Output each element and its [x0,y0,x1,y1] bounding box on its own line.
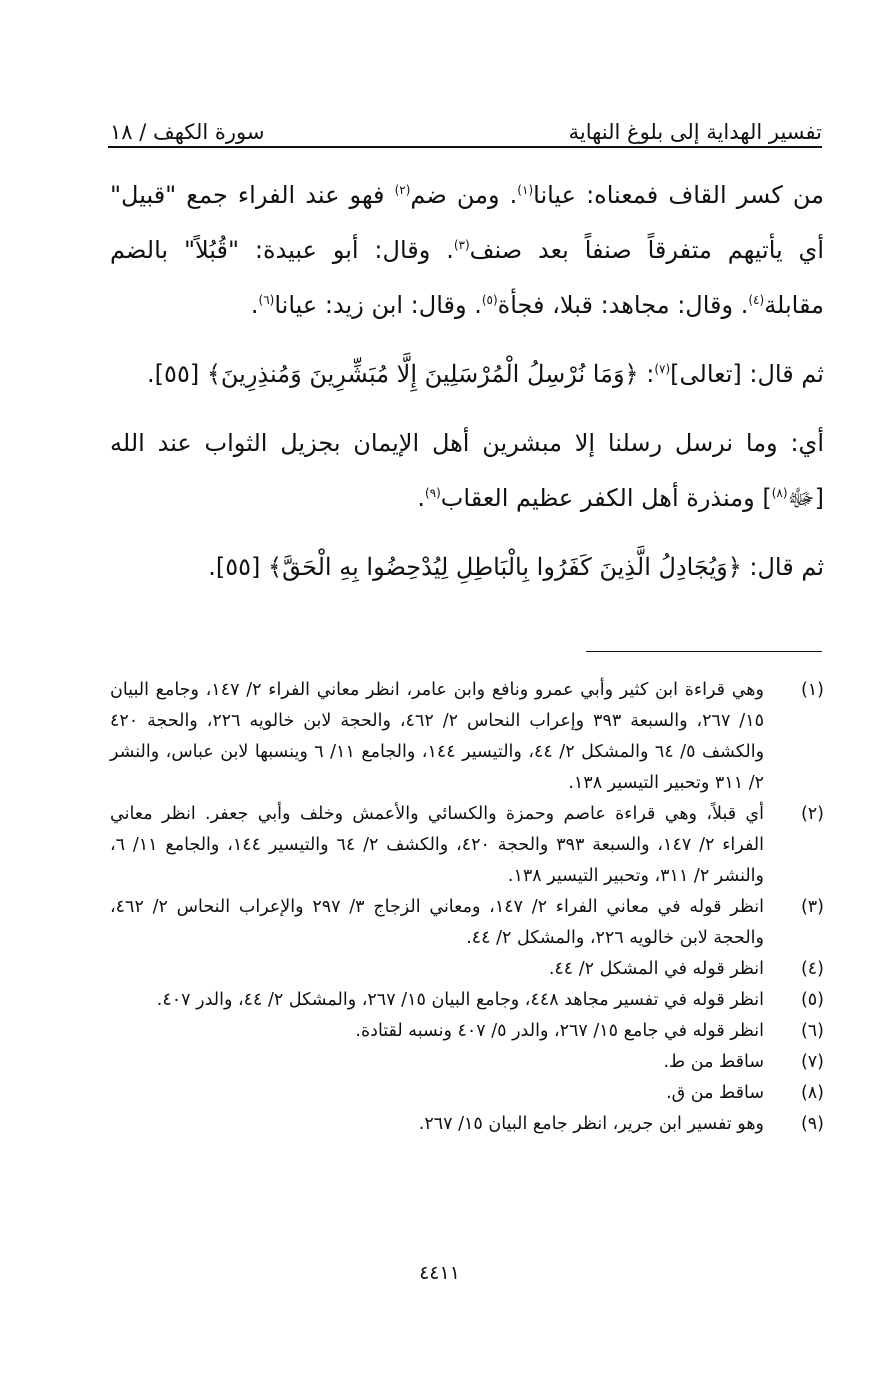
footnote-ref-8[interactable]: (٨) [771,486,788,500]
footnote-number: (٥) [800,990,824,1010]
footnote-item [110,799,824,892]
footnote-number: (٤) [800,959,824,979]
footnote-item [110,1109,824,1140]
footnote-text: انظر قوله في معاني الفراء ٢/ ١٤٧، ومعاني الزجاج ٣/ ٢٩٧ والإعراب النحاس ٢/ ٤٦٢، والحجة لابن خالويه ٢٢٦، والمشكل ٢/ ٤٤. [110,897,764,948]
footnote-item [110,675,824,799]
footnote-item [110,1047,824,1078]
footnote-text: وهي قراءة ابن كثير وأبي عمرو ونافع وابن عامر، انظر معاني الفراء ٢/ ١٤٧، وجامع البيان ١٥/ ٢٦٧، والسبعة ٣٩٣ وإعراب النحاس ٢/ ٤٦٢، والحجة لابن خالويه ٢٢٦، والحجة ٤٢٠ والكشف ٥/ ٦٤ والمشكل ٢/ ٤٤، والتيسير ١٤٤، والجامع ١١/ ٦ وينسبها لابن عباس، والنشر ٢/ ٣١١ وتحبير التيسير ١٣٨. [110,680,765,793]
book-title: تفسير الهداية إلى بلوغ النهاية [568,120,822,144]
footnote-ref-4[interactable]: (٤) [748,293,765,307]
footnotes [110,675,824,1140]
footnote-number: (٨) [800,1083,824,1103]
paragraph-1: من كسر القاف فمعناه: عيانا$^{(١)}$. ومن ضم$^{(٢)}$ فهو عند الفراء جمع "قبيل" أي يأتيهم متفرقاً صنفاً بعد صنف$^{(٣)}$. وقال: أبو عبيدة: "قُبُلاً" بالضم مقابلة$^{(٤)}$. وقال: مجاهد: قبلا، فجأة$^{(٥)}$. وقال: ابن زيد: عيانا$^{(٦)}$. [110,181,825,319]
verse-line-2: ثم قال: ﴿وَيُجَادِلُ الَّذِينَ كَفَرُوا بِالْبَاطِلِ لِيُدْحِضُوا بِهِ الْحَقَّ﴾ [٥٥]. [208,553,824,581]
footnote-item [110,954,824,985]
footnote-ref-3[interactable]: (٣) [453,238,470,252]
footnote-ref-7[interactable]: (٧) [654,362,671,376]
footnote-item [110,892,824,954]
main-text [110,168,824,609]
footnote-text: ساقط من ق. [666,1083,764,1103]
page-number: ٤٤١١ [419,1262,460,1284]
footnote-number: (٣) [800,897,824,917]
footnote-number: (٧) [800,1052,824,1072]
paragraph-2: أي: وما نرسل رسلنا إلا مبشرين أهل الإيمان بجزيل الثواب عند الله [ﷻ$^{(٨)}$] ومنذرة أهل الكفر عظيم العقاب$^{(٩)}$. [110,429,824,512]
footnote-divider [586,651,822,652]
header-divider [108,146,822,148]
footnote-number: (٦) [800,1021,824,1041]
footnote-text: انظر قوله في المشكل ٢/ ٤٤. [548,959,764,979]
quran-verse-2: ﴿وَيُجَادِلُ الَّذِينَ كَفَرُوا بِالْبَاطِلِ لِيُدْحِضُوا بِهِ الْحَقَّ﴾ [268,553,742,581]
footnote-item [110,985,824,1016]
footnote-ref-2[interactable]: (٢) [394,183,411,197]
footnote-number: (٩) [800,1114,824,1134]
running-header [110,104,822,144]
footnote-ref-1[interactable]: (١) [517,183,534,197]
footnote-text: وهو تفسير ابن جرير، انظر جامع البيان ١٥/ ٢٦٧. [418,1114,764,1134]
footnote-number: (٢) [800,804,824,824]
verse-line-1: ثم قال: [تعالى]$^{(٧)}$: ﴿وَمَا نُرْسِلُ الْمُرْسَلِينَ إِلَّا مُبَشِّرِينَ وَمُنذِرِينَ﴾ [٥٥]. [147,360,824,388]
footnote-item [110,1078,824,1109]
footnote-number: (١) [800,680,824,700]
footnote-text: ساقط من ط. [663,1052,764,1072]
footnote-ref-5[interactable]: (٥) [481,293,498,307]
quran-verse-1: ﴿وَمَا نُرْسِلُ الْمُرْسَلِينَ إِلَّا مُبَشِّرِينَ وَمُنذِرِينَ﴾ [206,360,639,388]
footnote-ref-6[interactable]: (٦) [258,293,275,307]
footnote-ref-9[interactable]: (٩) [424,486,441,500]
footnote-text: انظر قوله في جامع ١٥/ ٢٦٧، والدر ٥/ ٤٠٧ ونسبه لقتادة. [355,1021,764,1041]
footnote-text: أي قبلاً، وهي قراءة عاصم وحمزة والكسائي والأعمش وخلف وأبي جعفر. انظر معاني الفراء ٢/ ١٤٧، والسبعة ٣٩٣ والحجة ٤٢٠، والكشف ٢/ ٦٤ والتيسير ١٤٤، والجامع ١١/ ٦، والنشر ٢/ ٣١١، وتحبير التيسير ١٣٨. [110,804,764,886]
surah-label: سورة الكهف / ١٨ [110,120,265,144]
footnote-item [110,1016,824,1047]
footnote-text: انظر قوله في تفسير مجاهد ٤٤٨، وجامع البيان ١٥/ ٢٦٧، والمشكل ٢/ ٤٤، والدر ٤٠٧. [156,990,764,1010]
